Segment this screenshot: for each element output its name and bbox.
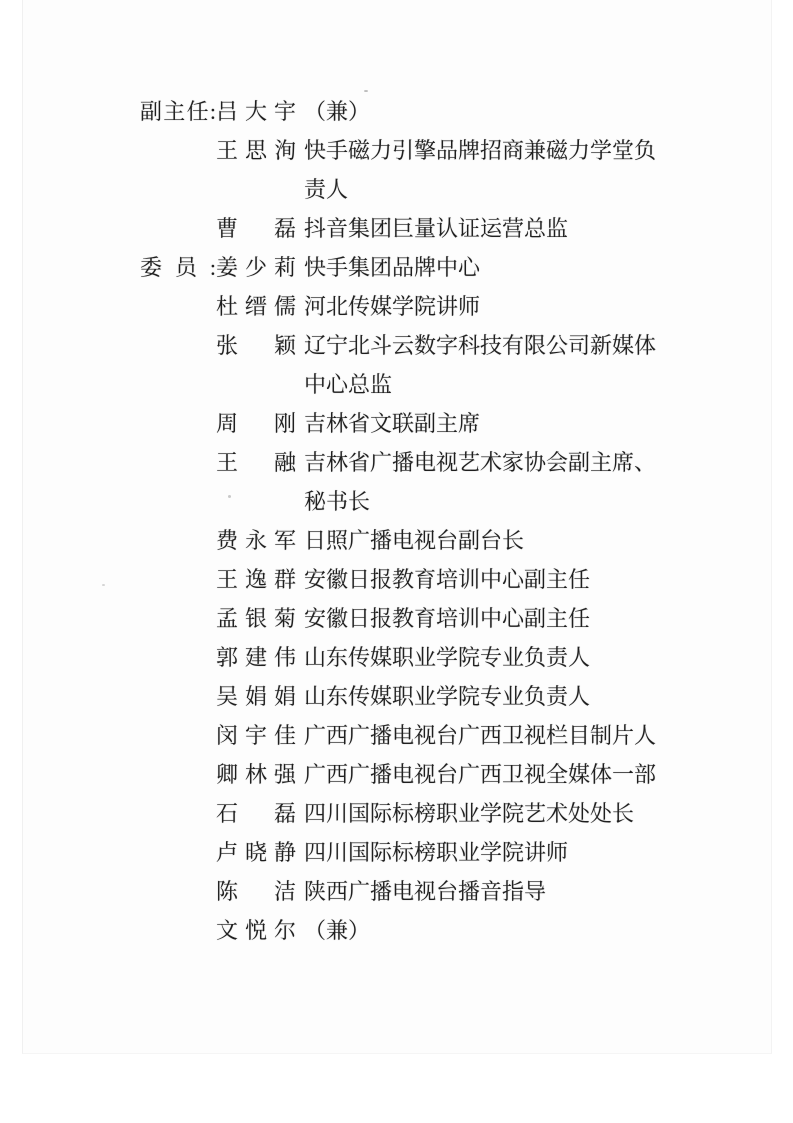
member-name: 张颖 <box>216 333 296 358</box>
member-title: （兼） <box>304 99 371 124</box>
role-label: 委员: <box>140 255 216 280</box>
member-name: 卿林强 <box>216 762 296 787</box>
role-label: 副主任: <box>140 99 216 124</box>
member-name: 文悦尔 <box>216 918 296 943</box>
doc-line <box>140 403 656 442</box>
doc-line <box>140 481 656 520</box>
doc-line <box>140 325 656 364</box>
member-name: 曹磊 <box>216 216 296 241</box>
member-title: 广西广播电视台广西卫视栏目制片人 <box>304 723 657 748</box>
member-name: 吕大宇 <box>216 99 296 124</box>
member-title: 吉林省文联副主席 <box>304 411 481 436</box>
member-title: 中心总监 <box>304 372 393 397</box>
member-title: 广西广播电视台广西卫视全媒体一部 <box>304 762 657 787</box>
doc-line <box>140 793 656 832</box>
member-title: 四川国际标榜职业学院讲师 <box>304 840 569 865</box>
member-name: 费永军 <box>216 528 296 553</box>
member-name: 石磊 <box>216 801 296 826</box>
doc-line <box>140 91 656 130</box>
member-name: 周刚 <box>216 411 296 436</box>
member-title: 吉林省广播电视艺术家协会副主席、 <box>304 450 657 475</box>
member-title: 陕西广播电视台播音指导 <box>304 879 547 904</box>
doc-line <box>140 637 656 676</box>
doc-line <box>140 286 656 325</box>
doc-line <box>140 598 656 637</box>
member-name: 郭建伟 <box>216 645 296 670</box>
doc-line <box>140 676 656 715</box>
doc-line <box>140 715 656 754</box>
member-title: （兼） <box>304 918 371 943</box>
member-title: 责人 <box>304 177 349 202</box>
doc-line <box>140 754 656 793</box>
member-name: 王逸群 <box>216 567 296 592</box>
member-title: 河北传媒学院讲师 <box>304 294 481 319</box>
member-name: 卢晓静 <box>216 840 296 865</box>
doc-line <box>140 442 656 481</box>
doc-line <box>140 364 656 403</box>
member-title: 辽宁北斗云数字科技有限公司新媒体 <box>304 333 657 358</box>
member-title: 快手集团品牌中心 <box>304 255 481 280</box>
doc-line <box>140 130 656 169</box>
member-name: 闵宇佳 <box>216 723 296 748</box>
member-title: 日照广播电视台副台长 <box>304 528 525 553</box>
doc-line <box>140 247 656 286</box>
doc-line <box>140 871 656 910</box>
member-list <box>140 91 656 949</box>
member-title: 四川国际标榜职业学院艺术处处长 <box>304 801 635 826</box>
member-name: 王思洵 <box>216 138 296 163</box>
member-name: 孟银菊 <box>216 606 296 631</box>
member-title: 抖音集团巨量认证运营总监 <box>304 216 569 241</box>
member-title: 山东传媒职业学院专业负责人 <box>304 684 591 709</box>
doc-line <box>140 520 656 559</box>
doc-line <box>140 832 656 871</box>
member-name: 杜缙儒 <box>216 294 296 319</box>
member-name: 王融 <box>216 450 296 475</box>
member-title: 安徽日报教育培训中心副主任 <box>304 567 591 592</box>
doc-line <box>140 169 656 208</box>
member-title: 快手磁力引擎品牌招商兼磁力学堂负 <box>304 138 657 163</box>
member-name: 吴娟娟 <box>216 684 296 709</box>
member-title: 山东传媒职业学院专业负责人 <box>304 645 591 670</box>
doc-line <box>140 910 656 949</box>
scan-noise-speck <box>102 584 105 586</box>
member-name: 陈洁 <box>216 879 296 904</box>
doc-line <box>140 208 656 247</box>
member-title: 秘书长 <box>304 489 371 514</box>
member-name: 姜少莉 <box>216 255 296 280</box>
member-title: 安徽日报教育培训中心副主任 <box>304 606 591 631</box>
doc-line <box>140 559 656 598</box>
